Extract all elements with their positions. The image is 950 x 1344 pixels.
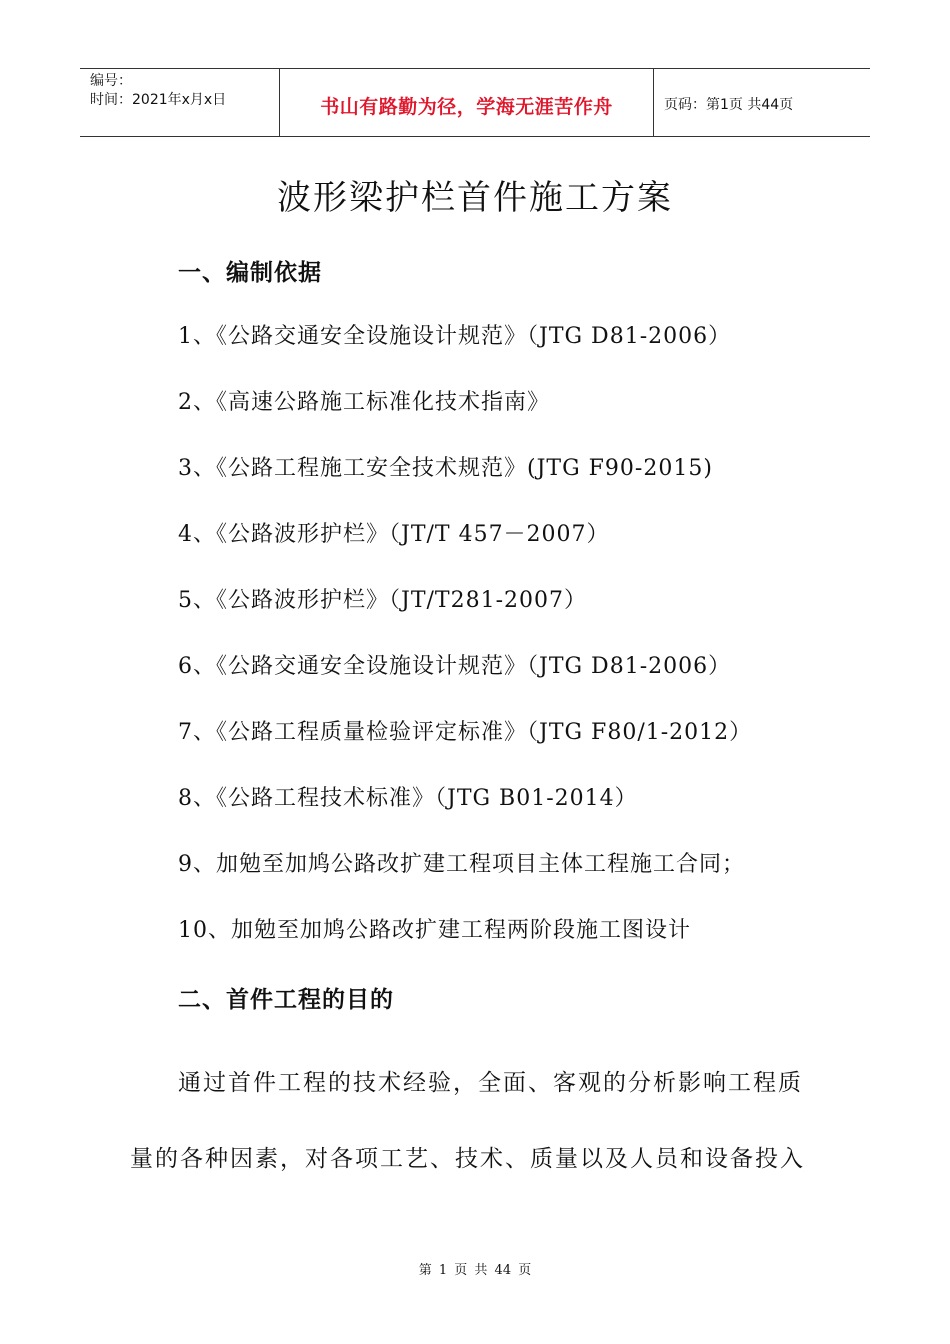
basis-item: 3、《公路工程施工安全技术规范》(JTG F90-2015)	[178, 456, 713, 481]
body-paragraph-line: 量的各种因素，对各项工艺、技术、质量以及人员和设备投入	[130, 1146, 805, 1172]
header-page-info: 页码：第1页 共44页	[664, 96, 794, 113]
section-heading-basis: 一、编制依据	[178, 260, 322, 286]
document-title: 波形梁护栏首件施工方案	[277, 178, 673, 218]
basis-item: 9、加勉至加鸠公路改扩建工程项目主体工程施工合同；	[178, 852, 745, 877]
basis-item: 6、《公路交通安全设施设计规范》（JTG D81-2006）	[178, 654, 732, 679]
page-footer: 第 1 页 共 44 页	[418, 1263, 532, 1278]
basis-item: 2、《高速公路施工标准化技术指南》	[178, 390, 550, 415]
header-motto: 书山有路勤为径，学海无涯苦作舟	[280, 69, 654, 136]
basis-item: 1、《公路交通安全设施设计规范》（JTG D81-2006）	[178, 324, 732, 349]
basis-item: 7、《公路工程质量检验评定标准》（JTG F80/1-2012）	[178, 720, 753, 745]
page-header	[80, 68, 870, 137]
body-paragraph-line: 通过首件工程的技术经验，全面、客观的分析影响工程质	[178, 1070, 803, 1096]
basis-item: 4、《公路波形护栏》（JT/T 457－2007）	[178, 522, 610, 547]
basis-item: 10、加勉至加鸠公路改扩建工程两阶段施工图设计	[178, 918, 691, 943]
document-number-label: 编号：	[90, 73, 132, 89]
document-date-label: 时间：2021年x月x日	[90, 92, 227, 108]
section-heading-purpose: 二、首件工程的目的	[178, 987, 394, 1013]
header-meta	[80, 69, 280, 136]
basis-item: 8、《公路工程技术标准》（JTG B01-2014）	[178, 786, 638, 811]
basis-item: 5、《公路波形护栏》（JT/T281-2007）	[178, 588, 587, 613]
